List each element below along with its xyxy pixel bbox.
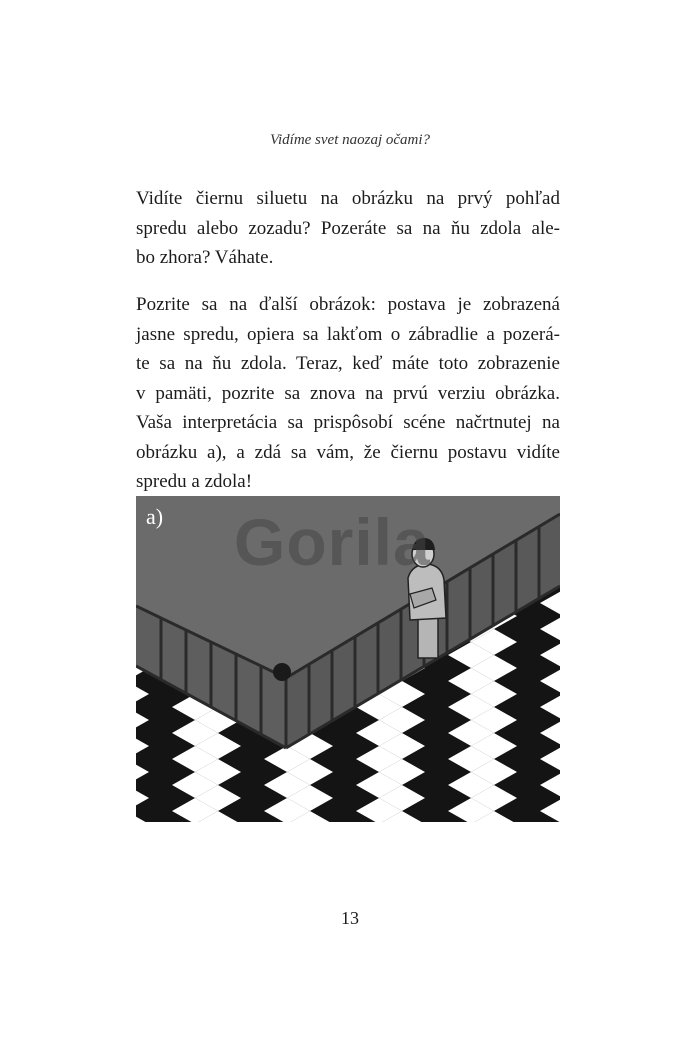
text-line: spredu alebo zozadu? Pozeráte sa na ňu zdola ale- (136, 217, 560, 239)
running-head: Vidíme svet naozaj očami? (269, 132, 431, 148)
text-line: bo zhora? Váhate. (136, 247, 274, 268)
text-line: te sa na ňu zdola. Teraz, keď máte toto zobrazenie (136, 353, 560, 374)
text-line: jasne spredu, opiera sa lakťom o zábradlie a pozerá- (136, 323, 560, 345)
figure-label: a) (146, 504, 164, 529)
watermark-logo: Gorila (234, 505, 431, 579)
illusion-figure (136, 496, 560, 822)
text-line: spredu a zdola! (136, 471, 253, 492)
text-line: Pozrite sa na ďalší obrázok: postava je zobrazená (136, 294, 560, 315)
text-line: obrázku a), a zdá sa vám, že čiernu postavu vidíte (136, 441, 560, 463)
text-line: Vidíte čiernu siluetu na obrázku na prvý pohľad (136, 188, 560, 209)
corner-ball (273, 663, 291, 681)
text-line: Vaša interpretácia sa prispôsobí scéne načrtnutej na (136, 412, 560, 433)
page-number: 13 (341, 908, 359, 928)
paragraph-1 (136, 184, 560, 273)
paragraph-2 (136, 290, 560, 497)
text-line: v pamäti, pozrite sa znova na prvú verziu obrázka. (136, 382, 560, 404)
